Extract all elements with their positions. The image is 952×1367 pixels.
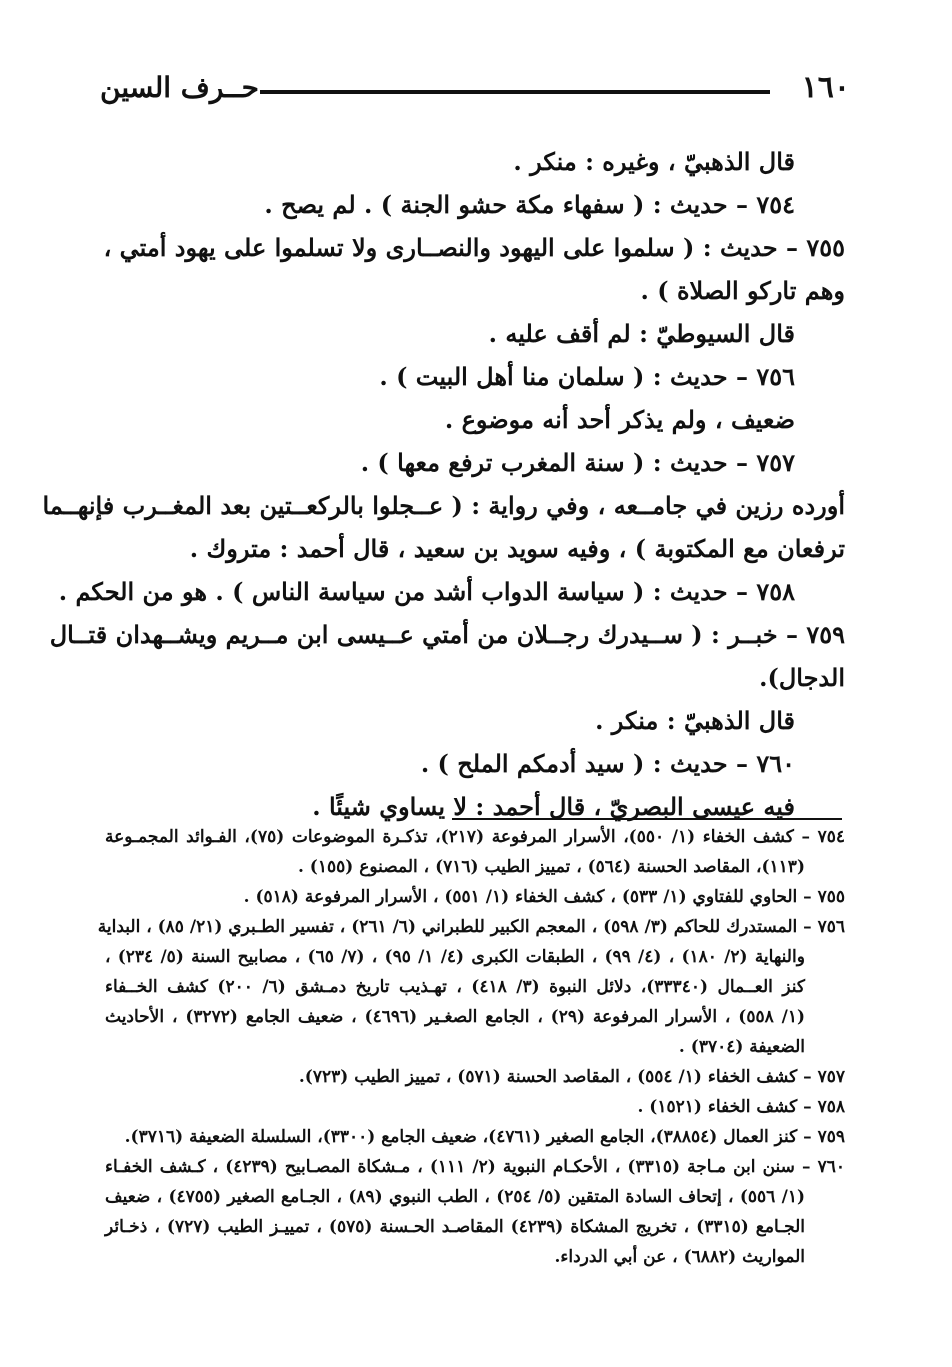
- footnote-line: المواريث (٦٨٨٢) ، عن أبي الدرداء.: [554, 1247, 805, 1267]
- text-line: قال السيوطيّ : لم أقف عليه .: [488, 319, 795, 348]
- page-number: ١٦٠: [801, 70, 850, 105]
- footnote-line: ٧٦٠ – سنن ابن مـاجة (٣٣١٥) ، الأحكـام النبوية (٢/ ١١١) ، مـشكاة المصـابيح (٤٢٣٩) ، كـشف الخفـاء: [105, 1157, 845, 1177]
- text-line: أورده رزين في جامــعه ، وفي رواية : ( عــجلوا بالركعــتين بعد المغــرب فإنهــما: [42, 491, 845, 520]
- text-line: ٧٥٩ – خبــر : ( ســيدرك رجــلان من أمتي عــيسى ابن مــريم ويشــهدان قتــال: [49, 620, 845, 649]
- footnote-line: الجـامع (٣٣١٥) ، تخريج المشكاة (٤٢٣٩) المقاصـد الحـسنة (٥٧٥) ، تمييـز الطيب (٧٢٧) ، ذخـائر: [105, 1217, 805, 1237]
- footnote-separator: [452, 818, 842, 820]
- running-title: حــرف السين: [100, 71, 259, 104]
- text-line: الدجال).: [759, 663, 845, 692]
- text-line: ٧٥٦ – حديث : ( سلمان منا أهل البيت ) .: [379, 362, 795, 391]
- footnote-line: الضعيفة (٣٧٠٤) .: [678, 1037, 805, 1057]
- text-line: ٧٥٨ – حديث : ( سياسة الدواب أشد من سياسة الناس ) . هو من الحكم .: [58, 577, 795, 606]
- text-line: وهم تاركو الصلاة ) .: [640, 276, 845, 305]
- text-line: قال الذهبيّ ، وغيره : منكر .: [513, 147, 795, 176]
- text-line: ٧٥٤ – حديث : ( سفهاء مكة حشو الجنة ) . لم يصح .: [264, 190, 795, 219]
- text-line: ترفعان مع المكتوبة ) ، وفيه سويد بن سعيد ، قال أحمد : متروك .: [189, 534, 845, 563]
- text-line: ٧٦٠ – حديث : ( سيد أدمكم الملح ) .: [420, 749, 795, 778]
- main-text: [42, 140, 845, 828]
- text-line: قال الذهبيّ : منكر .: [595, 706, 795, 735]
- footnote-line: ٧٥٥ – الحاوي للفتاوي (١/ ٥٣٣) ، كشف الخفاء (١/ ٥٥١) ، الأسرار المرفوعة (٥١٨) .: [243, 887, 845, 907]
- footnotes: [97, 822, 845, 1272]
- page-header: [100, 68, 850, 108]
- footnote-line: ٧٥٧ – كشف الخفاء (١/ ٥٥٤) ، المقاصد الحسنة (٥٧١) ، تمييز الطيب (٧٢٣).: [298, 1067, 845, 1087]
- header-rule: [260, 90, 770, 94]
- footnote-line: (١/ ٥٥٦) ، إتحاف السادة المتقين (٥/ ٢٥٤) ، الطب النبوي (٨٩) ، الجـامع الصغير (٤٧٥٥) ، ضعيف: [105, 1187, 806, 1207]
- footnote-line: ٧٥٨ – كشف الخفاء (١٥٢١) .: [637, 1097, 845, 1117]
- footnote-line: ٧٥٦ – المستدرك للحاكم (٣/ ٥٩٨) ، المعجم الكبير للطبراني (٦/ ٢٦١) ، تفسير الطـبري (٢١/ ٨٥) ، البداية: [97, 917, 845, 937]
- footnote-line: (١/ ٥٥٨) ، الأسرار المرفوعة (٢٩) ، الجامع الصغـير (٤٦٩٦) ، ضعيف الجامع (٣٢٧٢) ، الأحاديث: [105, 1007, 806, 1027]
- text-line: ٧٥٥ – حديث : ( سلموا على اليهود والنصــارى ولا تسلموا على يهود أمتي ،: [103, 233, 845, 262]
- footnote-line: كنز العــمال (٣٣٣٤٠)، دلائل النبوة (٣/ ٤١٨) ، تهـذيب تاريخ دمـشق (٦/ ٢٠٠) كشف الخــفاء: [105, 977, 805, 997]
- text-line: ضعيف ، ولم يذكر أحد أنه موضوع .: [444, 405, 795, 434]
- footnote-line: ٧٥٩ – كنز العمال (٣٨٨٥٤)، الجامع الصغير (٤٧٦١)، ضعيف الجامع (٣٣٠٠)، السلسلة الضعيفة (٣٧١٦).: [124, 1127, 845, 1147]
- footnote-line: والنهاية (٢/ ١٨٠) ، (٤/ ٩٩) ، الطبقات الكبرى (٤/ ١/ ٩٥) ، (٧/ ٦٥) ، مصابيح السنة (٥/ ٢٣٤) ،: [105, 947, 805, 967]
- footnote-line: ٧٥٤ – كشف الخفاء (١/ ٥٥٠)، الأسرار المرفوعة (٢١٧)، تذكـرة الموضوعات (٧٥)، الفـوائد المجمـوعة: [105, 827, 845, 847]
- footnote-line: (١١٣)، المقاصد الحسنة (٥٦٤) ، تمييز الطيب (٧١٦) ، المصنوع (١٥٥) .: [297, 857, 805, 877]
- text-line: فيه عيسى البصريّ ، قال أحمد : لا يساوي شيئًا .: [312, 792, 795, 821]
- text-line: ٧٥٧ – حديث : ( سنة المغرب ترفع معها ) .: [360, 448, 795, 477]
